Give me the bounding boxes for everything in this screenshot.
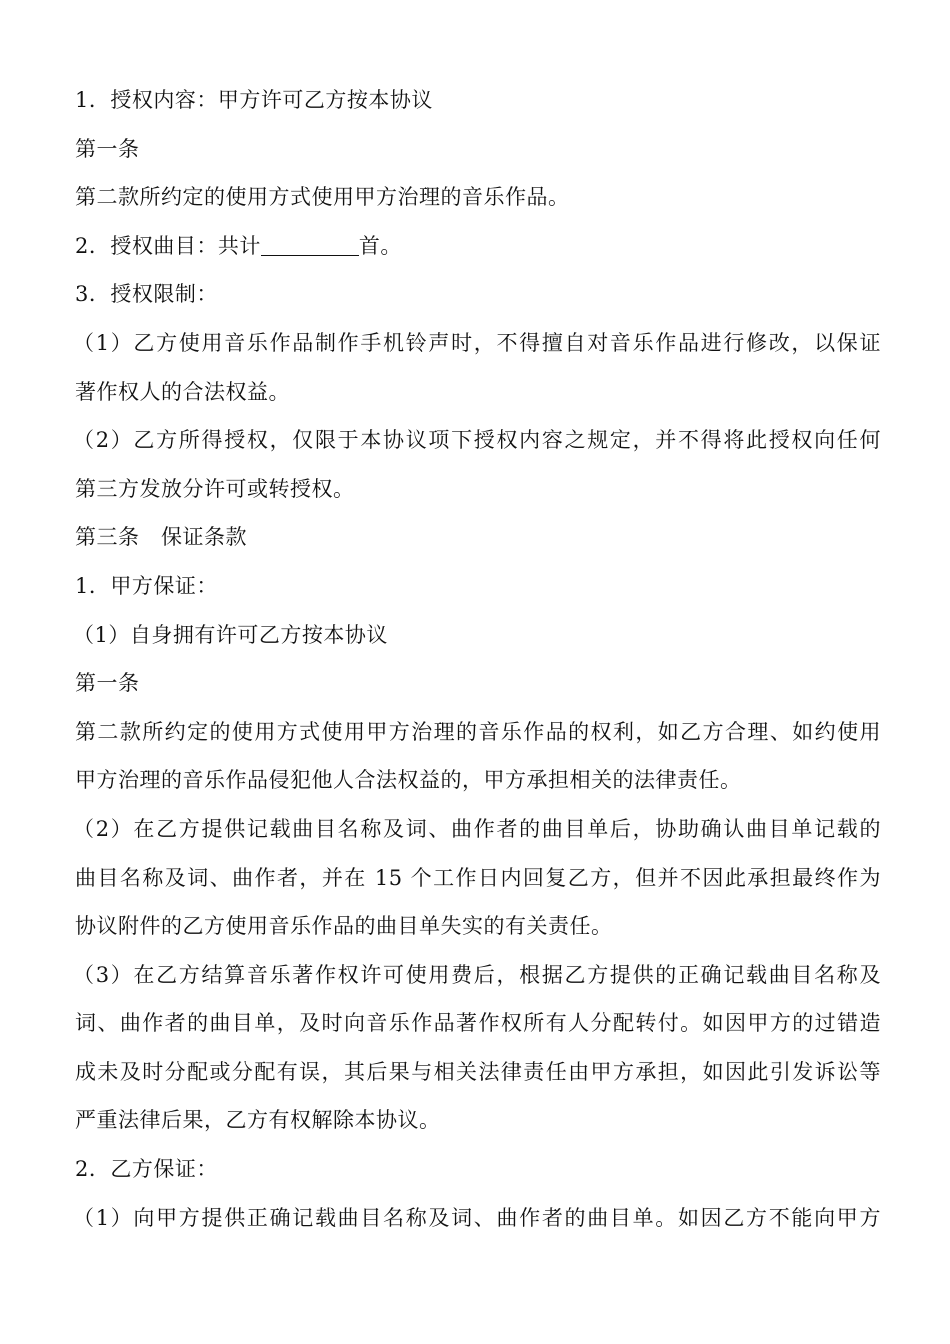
- document-page: [75, 76, 881, 1242]
- clause-1-grant-content: 1．授权内容：甲方许可乙方按本协议: [75, 88, 433, 112]
- party-a-warranty-2: （2）在乙方提供记载曲目名称及词、曲作者的曲目单后，协助确认曲目单记载的: [73, 816, 881, 841]
- party-a-warranty-1-cont: 第二款所约定的使用方式使用甲方治理的音乐作品的权利，如乙方合理、如约使用: [75, 719, 881, 744]
- party-a-warranty-3: （3）在乙方结算音乐著作权许可使用费后，根据乙方提供的正确记载曲目名称及: [73, 962, 881, 987]
- party-a-warranty-3-cont-2: 成未及时分配或分配有误，其后果与相关法律责任由甲方承担，如因此引发诉讼等: [75, 1059, 881, 1084]
- party-b-warranty-heading: 2．乙方保证：: [75, 1157, 218, 1182]
- clause-2-grant-tracks: [75, 222, 881, 271]
- limit-item-1-cont: 著作权人的合法权益。: [75, 379, 290, 404]
- party-b-warranty-1: （1）向甲方提供正确记载曲目名称及词、曲作者的曲目单。如因乙方不能向甲方: [73, 1205, 881, 1230]
- party-a-warranty-1: （1）自身拥有许可乙方按本协议: [73, 622, 388, 647]
- party-a-warranty-2-cont: 曲目名称及词、曲作者，并在 15 个工作日内回复乙方，但并不因此承担最终作为: [75, 865, 881, 890]
- article-1-heading: 第一条: [75, 136, 140, 161]
- clause-2-label: 2．授权曲目：共计: [75, 233, 261, 258]
- track-count-blank: [261, 233, 359, 256]
- clause-text: 第二款所约定的使用方式使用甲方治理的音乐作品。: [75, 185, 570, 210]
- party-a-warranty-3-cont: 词、曲作者的曲目单，及时向音乐作品著作权所有人分配转付。如因甲方的过错造: [75, 1011, 881, 1036]
- party-a-warranty-heading: 1．甲方保证：: [75, 573, 218, 598]
- limit-item-2-cont: 第三方发放分许可或转授权。: [75, 476, 355, 501]
- party-a-warranty-3-cont-3: 严重法律后果，乙方有权解除本协议。: [75, 1108, 441, 1133]
- clause-3-grant-limits: 3．授权限制：: [75, 282, 218, 307]
- limit-item-2: （2）乙方所得授权，仅限于本协议项下授权内容之规定，并不得将此授权向任何: [73, 428, 881, 453]
- article-3-heading: 第三条 保证条款: [75, 525, 247, 550]
- limit-item-1: （1）乙方使用音乐作品制作手机铃声时，不得擅自对音乐作品进行修改，以保证: [73, 330, 881, 355]
- party-a-warranty-2-cont-2: 协议附件的乙方使用音乐作品的曲目单失实的有关责任。: [75, 914, 613, 939]
- clause-2-suffix: 首。: [358, 233, 402, 258]
- article-1-reference: 第一条: [75, 671, 140, 696]
- party-a-warranty-1-cont-2: 甲方治理的音乐作品侵犯他人合法权益的，甲方承担相关的法律责任。: [75, 768, 742, 793]
